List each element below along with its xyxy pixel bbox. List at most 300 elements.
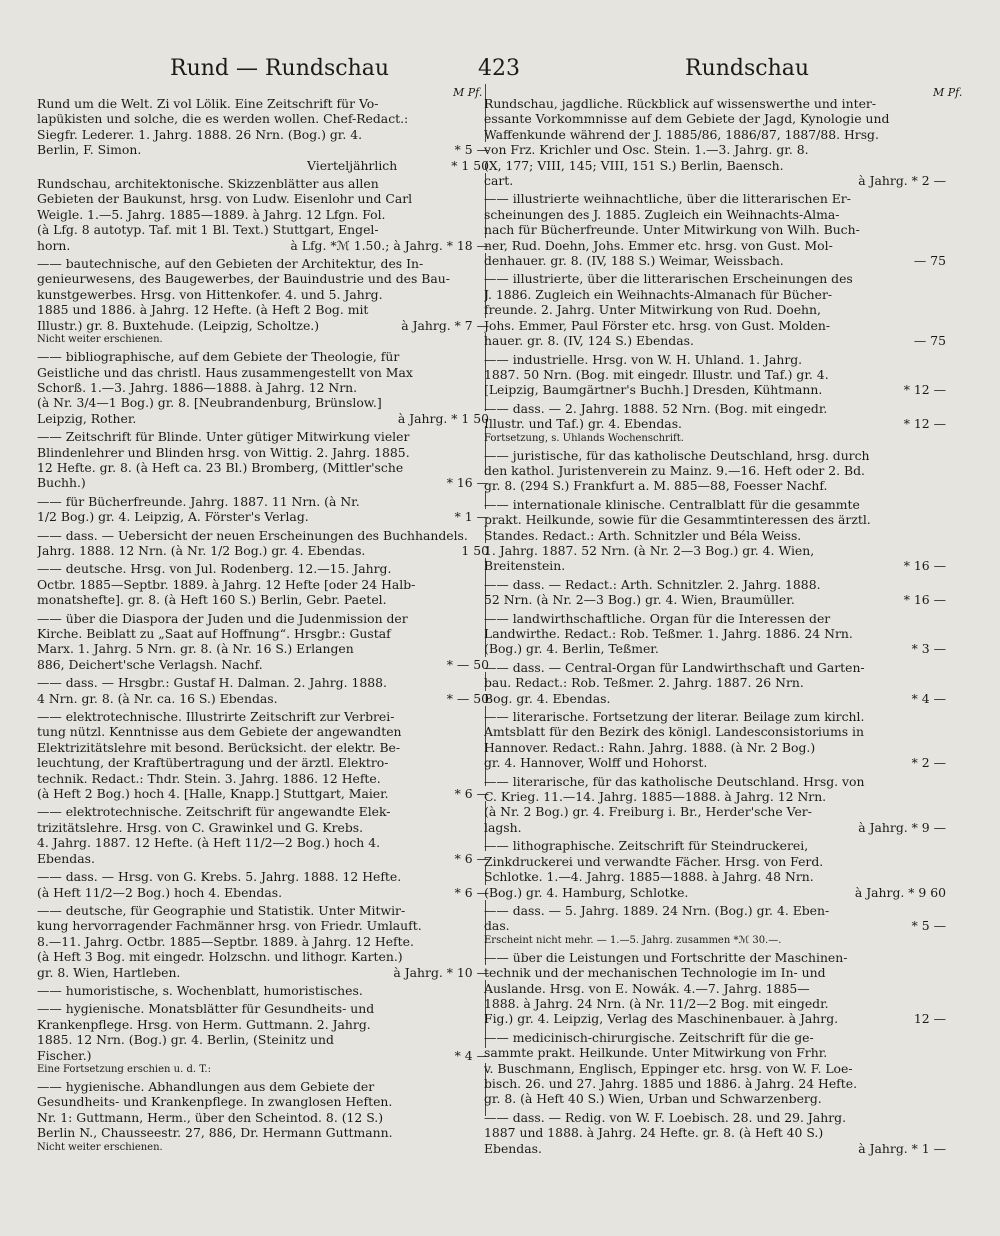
entry-text: 1887. 50 Nrn. (Bog. mit eingedr. Illustr. und Taf.) gr. 4.	[484, 366, 829, 382]
price: * 12 —	[900, 382, 946, 397]
entry-line	[37, 176, 489, 191]
entry-text: Rundschau, architektonische. Skizzenblätter aus allen	[37, 176, 379, 192]
entry-text: —— illustrierte weihnachtliche, über die litterarischen Er-	[484, 191, 851, 207]
entry-line	[37, 804, 489, 819]
entry-text: —— dass. — Redact.: Arth. Schnitzler. 2. Jahrg. 1888.	[484, 576, 821, 592]
entry-line	[484, 528, 946, 543]
catalog-entry	[37, 1079, 489, 1154]
entry-line	[484, 253, 946, 268]
entry-line	[37, 158, 489, 173]
entry-text: Berlin N., Chausseestr. 27, 886, Dr. Hermann Guttmann.	[37, 1125, 393, 1141]
entry-text: von Frz. Krichler und Osc. Stein. 1.—3. Jahrg. gr. 8.	[484, 142, 809, 158]
entry-text: Vierteljährlich	[307, 157, 398, 173]
catalog-entry	[37, 349, 489, 426]
entry-line	[484, 820, 946, 835]
catalog-entry	[484, 497, 946, 574]
entry-text: Schorß. 1.—3. Jahrg. 1886—1888. à Jahrg. 12 Nrn.	[37, 379, 358, 395]
entry-text: —— literarische, für das katholische Deutschland. Hrsg. von	[484, 773, 865, 789]
entry-line	[484, 691, 946, 706]
entry-text: (Bog.) gr. 4. Hamburg, Schlotke.	[484, 884, 689, 900]
entry-line	[37, 691, 489, 706]
price: * 6 —	[451, 786, 489, 801]
entry-text: lapükisten und solche, die es werden wollen. Chef-Redact.:	[37, 111, 409, 127]
price: * 4 —	[908, 691, 946, 706]
entry-line	[37, 207, 489, 222]
entry-line	[484, 558, 946, 573]
entry-text: Rund um die Welt. Zi vol Lölik. Eine Zeitschrift für Vo-	[37, 96, 379, 111]
price: * 6 —	[451, 851, 489, 866]
entry-text: —— industrielle. Hrsg. von W. H. Uhland. 1. Jahrg.	[484, 351, 803, 367]
entry-text: denhauer. gr. 8. (IV, 188 S.) Weimar, Weissbach.	[484, 253, 784, 269]
entry-text: —— hygienische. Abhandlungen aus dem Gebiete der	[37, 1078, 375, 1094]
running-head-right: Rundschau	[685, 56, 810, 81]
entry-text: Kirche. Beiblatt zu „Saat auf Hoffnung“. Hrsgbr.: Gustaf	[37, 626, 391, 641]
entry-line	[37, 657, 489, 672]
entry-line	[37, 238, 489, 253]
entry-line	[37, 983, 489, 998]
entry-line	[484, 333, 946, 348]
entry-text: gr. 8. (à Heft 40 S.) Wien, Urban und Schwarzenberg.	[484, 1091, 822, 1107]
entry-line	[484, 318, 946, 333]
entry-text: technik und der mechanischen Technologie im In- und	[484, 965, 826, 981]
entry-line	[484, 367, 946, 382]
catalog-entry	[37, 1001, 489, 1076]
entry-line	[484, 1061, 946, 1076]
entry-line	[37, 96, 489, 111]
entry-line	[484, 543, 946, 558]
price: * 16 —	[900, 558, 946, 573]
entry-line	[37, 460, 489, 475]
entry-line	[37, 222, 489, 237]
entry-text: v. Buschmann, Englisch, Eppinger etc. hrsg. von W. F. Loe-	[484, 1060, 853, 1076]
entry-text: cart.	[484, 173, 514, 189]
entry-text: leuchtung, der Kraftübertragung und der ärztl. Elektro-	[37, 755, 389, 771]
catalog-entry	[484, 709, 946, 771]
price: — 75	[910, 253, 946, 268]
entry-line	[37, 851, 489, 866]
entry-text: Breitenstein.	[484, 558, 566, 574]
entry-text: [Leipzig, Baumgärtner's Buchh.] Dresden, Kühtmann.	[484, 382, 823, 398]
entry-text: 1887 und 1888. à Jahrg. 24 Hefte. gr. 8. (à Heft 40 S.)	[484, 1125, 824, 1141]
price: — 75	[910, 333, 946, 348]
entry-line	[37, 445, 489, 460]
entry-line	[37, 835, 489, 850]
entry-text: trizitätslehre. Hrsg. von C. Grawinkel und G. Krebs.	[37, 819, 364, 835]
entry-line	[484, 1091, 946, 1106]
entry-note	[37, 1063, 489, 1076]
entry-line	[484, 740, 946, 755]
entry-text: 1885. 12 Nrn. (Bog.) gr. 4. Berlin, (Steinitz und	[37, 1032, 334, 1048]
entry-text: (à Heft 3 Bog. mit eingedr. Holzschn. und lithogr. Karten.)	[37, 949, 403, 965]
entry-text: C. Krieg. 11.—14. Jahrg. 1885—1888. à Jahrg. 12 Nrn.	[484, 789, 827, 805]
entry-line	[37, 475, 489, 490]
catalog-entry	[484, 774, 946, 836]
entry-text: —— hygienische. Monatsblätter für Gesundheits- und	[37, 1001, 375, 1017]
entry-line	[37, 142, 489, 157]
entry-text: Nicht weiter erschienen.	[37, 334, 163, 346]
entry-text: Johs. Emmer, Paul Förster etc. hrsg. von Gust. Molden-	[484, 317, 831, 333]
price: * 1 50	[447, 158, 489, 173]
entry-text: —— deutsche, für Geographie und Statistik. Unter Mitwir-	[37, 902, 406, 918]
entry-line	[484, 222, 946, 237]
entry-text: scheinungen des J. 1885. Zugleich ein Weihnachts-Alma-	[484, 206, 840, 222]
entry-line	[37, 626, 489, 641]
entry-text: 1885 und 1886. à Jahrg. 12 Hefte. (à Heft 2 Bog. mit	[37, 302, 369, 318]
entry-text: 886, Deichert'sche Verlagsh. Nachf.	[37, 656, 263, 672]
entry-text: Waffenkunde während der J. 1885/86, 1886/87, 1887/88. Hrsg.	[484, 126, 879, 142]
price: à Lfg. *ℳ 1.50.; à Jahrg. * 18 —	[286, 238, 489, 253]
entry-text: Illustr.) gr. 8. Buxtehude. (Leipzig, Scholtze.)	[37, 317, 320, 333]
entry-line	[484, 918, 946, 933]
entry-text: Berlin, F. Simon.	[37, 142, 142, 158]
entry-text: 1888. à Jahrg. 24 Nrn. (à Nr. 11/2—2 Bog. mit eingedr.	[484, 995, 829, 1011]
entry-line	[37, 934, 489, 949]
entry-text: Fortsetzung, s. Uhlands Wochenschrift.	[484, 432, 684, 444]
entry-line	[484, 996, 946, 1011]
entry-text: —— dass. — Central-Organ für Landwirthschaft und Garten-	[484, 659, 865, 675]
entry-line	[484, 173, 946, 188]
entry-text: Ebendas.	[37, 850, 95, 866]
entry-text: Schlotke. 1.—4. Jahrg. 1885—1888. à Jahrg. 48 Nrn.	[484, 869, 814, 885]
entry-text: Standes. Redact.: Arth. Schnitzler und Béla Weiss.	[484, 527, 802, 543]
entry-line	[484, 577, 946, 592]
entry-line	[484, 382, 946, 397]
entry-line	[37, 318, 489, 333]
entry-text: monatshefte]. gr. 8. (à Heft 160 S.) Berlin, Gebr. Paetel.	[37, 592, 387, 608]
entry-text: Bog. gr. 4. Ebendas.	[484, 690, 611, 706]
entry-line	[484, 158, 946, 173]
entry-text: (à Lfg. 8 autotyp. Taf. mit 1 Bl. Text.) Stuttgart, Engel-	[37, 222, 379, 238]
entry-line	[484, 238, 946, 253]
entry-text: Eine Fortsetzung erschien u. d. T.:	[37, 1063, 211, 1075]
entry-line	[37, 528, 489, 543]
entry-text: lagsh.	[484, 819, 522, 835]
entry-line	[484, 207, 946, 222]
entry-line	[37, 641, 489, 656]
catalog-entry	[37, 528, 489, 559]
entry-line	[37, 965, 489, 980]
entry-line	[37, 740, 489, 755]
entry-line	[484, 854, 946, 869]
entry-text: —— über die Diaspora der Juden und die Judenmission der	[37, 610, 408, 626]
catalog-entry	[37, 96, 489, 173]
entry-line	[484, 497, 946, 512]
entry-text: —— deutsche. Hrsg. von Jul. Rodenberg. 12.—15. Jahrg.	[37, 561, 392, 577]
price-header-right: M Pf.	[933, 86, 963, 99]
price: à Jahrg. * 1 50	[394, 411, 489, 426]
entry-line	[484, 626, 946, 641]
entry-line	[37, 302, 489, 317]
entry-line	[484, 1125, 946, 1140]
price: * 16 —	[443, 475, 489, 490]
entry-text: freunde. 2. Jahrg. Unter Mitwirkung von Rud. Doehn,	[484, 302, 821, 318]
running-head-left: Rund — Rundschau	[170, 56, 390, 81]
entry-line	[484, 592, 946, 607]
entry-line	[37, 592, 489, 607]
entry-text: Leipzig, Rother.	[37, 410, 137, 426]
catalog-entry	[37, 561, 489, 607]
entry-line	[484, 191, 946, 206]
entry-text: ner, Rud. Doehn, Johs. Emmer etc. hrsg. von Gust. Mol-	[484, 237, 833, 253]
entry-line	[484, 804, 946, 819]
entry-line	[37, 543, 489, 558]
price: 12 —	[910, 1011, 946, 1026]
entry-line	[37, 949, 489, 964]
entry-line	[37, 561, 489, 576]
entry-text: —— dass. — Redig. von W. F. Loebisch. 28. und 29. Jahrg.	[484, 1109, 847, 1125]
catalog-entry	[37, 903, 489, 980]
entry-text: Krankenpflege. Hrsg. von Herm. Guttmann. 2. Jahrg.	[37, 1016, 371, 1032]
entry-line	[37, 820, 489, 835]
entry-text: genieurwesens, des Baugewerbes, der Bauindustrie und des Bau-	[37, 271, 450, 287]
entry-line	[37, 885, 489, 900]
entry-text: technik. Redact.: Thdr. Stein. 3. Jahrg. 1886. 12 Hefte.	[37, 770, 381, 786]
entry-text: sammte prakt. Heilkunde. Unter Mitwirkung von Frhr.	[484, 1045, 828, 1061]
entry-line	[484, 611, 946, 626]
entry-text: —— bautechnische, auf den Gebieten der Architektur, des In-	[37, 256, 424, 272]
price: 1 50	[457, 543, 489, 558]
entry-line	[484, 478, 946, 493]
entry-line	[37, 869, 489, 884]
entry-line	[484, 463, 946, 478]
price: * 6 —	[451, 885, 489, 900]
entry-line	[484, 271, 946, 286]
entry-text: den kathol. Juristenverein zu Mainz. 9.—16. Heft oder 2. Bd.	[484, 462, 865, 478]
entry-line	[37, 111, 489, 126]
entry-line	[484, 755, 946, 770]
entry-line	[484, 111, 946, 126]
entry-line	[484, 302, 946, 317]
entry-line	[37, 709, 489, 724]
price: * 12 —	[900, 416, 946, 431]
price: à Jahrg. * 10 —	[389, 965, 489, 980]
right-column	[484, 96, 946, 1159]
entry-line	[37, 287, 489, 302]
entry-text: tung nützl. Kenntnisse aus dem Gebiete der angewandten	[37, 724, 402, 740]
entry-text: hauer. gr. 8. (IV, 124 S.) Ebendas.	[484, 333, 694, 349]
price: à Jahrg. * 1 —	[854, 1141, 946, 1156]
catalog-entry	[484, 1030, 946, 1107]
entry-text: Marx. 1. Jahrg. 5 Nrn. gr. 8. (à Nr. 16 S.) Erlangen	[37, 641, 354, 657]
entry-text: Amtsblatt für den Bezirk des königl. Landesconsistoriums in	[484, 724, 864, 740]
entry-line	[37, 1079, 489, 1094]
entry-text: Gesundheits- und Krankenpflege. In zwanglosen Heften.	[37, 1094, 393, 1110]
entry-line	[37, 1125, 489, 1140]
entry-text: gr. 8. Wien, Hartleben.	[37, 964, 181, 980]
entry-text: (à Nr. 3/4—1 Bog.) gr. 8. [Neubrandenburg, Brünslow.]	[37, 395, 382, 411]
entry-line	[37, 755, 489, 770]
entry-text: —— dass. — Hrsg. von G. Krebs. 5. Jahrg. 1888. 12 Hefte.	[37, 869, 402, 885]
entry-line	[484, 641, 946, 656]
price: à Jahrg. * 9 60	[851, 885, 946, 900]
entry-text: horn.	[37, 237, 71, 253]
entry-note	[484, 934, 946, 947]
entry-text: —— humoristische, s. Wochenblatt, humoristisches.	[37, 982, 363, 998]
entry-text: Buchh.)	[37, 475, 86, 491]
entry-text: —— internationale klinische. Centralblatt für die gesammte	[484, 496, 860, 512]
entry-line	[484, 789, 946, 804]
entry-line	[484, 950, 946, 965]
price: * 5 —	[908, 918, 946, 933]
entry-text: —— dass. — Uebersicht der neuen Erscheinungen des Buchhandels.	[37, 527, 468, 543]
entry-line	[37, 395, 489, 410]
catalog-entry	[37, 709, 489, 801]
entry-line	[37, 1110, 489, 1125]
entry-text: Landwirthe. Redact.: Rob. Teßmer. 1. Jahrg. 1886. 24 Nrn.	[484, 626, 853, 641]
entry-text: kunstgewerbes. Hrsg. von Hittenkofer. 4. und 5. Jahrg.	[37, 286, 383, 302]
entry-line	[484, 1045, 946, 1060]
entry-line	[484, 416, 946, 431]
entry-line	[484, 724, 946, 739]
entry-text: —— dass. — 5. Jahrg. 1889. 24 Nrn. (Bog.) gr. 4. Eben-	[484, 902, 830, 918]
entry-text: Elektrizitätslehre mit besond. Berücksicht. der elektr. Be-	[37, 739, 401, 755]
entry-text: (à Nr. 2 Bog.) gr. 4. Freiburg i. Br., Herder'sche Ver-	[484, 804, 812, 820]
entry-line	[484, 869, 946, 884]
catalog-entry	[484, 352, 946, 398]
entry-text: —— literarische. Fortsetzung der literar. Beilage zum kirchl.	[484, 709, 865, 725]
entry-text: (X, 177; VIII, 145; VIII, 151 S.) Berlin, Baensch.	[484, 157, 784, 173]
entry-note	[37, 333, 489, 346]
entry-note	[37, 1141, 489, 1154]
catalog-entry	[37, 804, 489, 866]
price: à Jahrg. * 2 —	[854, 173, 946, 188]
entry-line	[484, 675, 946, 690]
price: * 3 —	[908, 641, 946, 656]
entry-text: Rundschau, jagdliche. Rückblick auf wissenswerthe und inter-	[484, 96, 877, 111]
entry-line	[484, 838, 946, 853]
entry-text: —— lithographische. Zeitschrift für Steindruckerei,	[484, 838, 809, 854]
page-number: 423	[478, 56, 520, 81]
entry-text: 4. Jahrg. 1887. 12 Hefte. (à Heft 11/2—2 Bog.) hoch 4.	[37, 835, 381, 851]
entry-text: —— für Bücherfreunde. Jahrg. 1887. 11 Nrn. (à Nr.	[37, 493, 360, 509]
entry-text: Illustr. und Taf.) gr. 4. Ebendas.	[484, 416, 682, 432]
entry-line	[37, 675, 489, 690]
price: à Jahrg. * 7 —	[397, 318, 489, 333]
entry-text: —— juristische, für das katholische Deutschland, hrsg. durch	[484, 447, 870, 463]
price: * 16 —	[900, 592, 946, 607]
catalog-entry	[484, 271, 946, 348]
entry-line	[484, 1030, 946, 1045]
entry-text: Nr. 1: Guttmann, Herm., über den Scheintod. 8. (12 S.)	[37, 1109, 384, 1125]
entry-line	[37, 127, 489, 142]
entry-line	[37, 1001, 489, 1016]
entry-line	[37, 256, 489, 271]
entry-text: Geistliche und das christl. Haus zusammengestellt von Max	[37, 364, 413, 380]
entry-text: 1. Jahrg. 1887. 52 Nrn. (à Nr. 2—3 Bog.) gr. 4. Wien,	[484, 542, 815, 558]
price-header-left: M Pf.	[453, 86, 483, 99]
catalog-entry	[484, 660, 946, 706]
entry-line	[484, 512, 946, 527]
entry-text: nach für Bücherfreunde. Unter Mitwirkung von Wilh. Buch-	[484, 222, 860, 238]
entry-line	[37, 509, 489, 524]
entry-line	[484, 981, 946, 996]
entry-text: Hannover. Redact.: Rahn. Jahrg. 1888. (à Nr. 2 Bog.)	[484, 739, 816, 755]
entry-line	[484, 903, 946, 918]
price: * — 50	[443, 691, 489, 706]
entry-line	[37, 349, 489, 364]
entry-text: —— elektrotechnische. Illustrirte Zeitschrift zur Verbrei-	[37, 709, 395, 725]
catalog-entry	[37, 869, 489, 900]
entry-line	[37, 429, 489, 444]
catalog-entry	[37, 611, 489, 673]
entry-line	[37, 771, 489, 786]
entry-text: —— bibliographische, auf dem Gebiete der Theologie, für	[37, 349, 400, 365]
entry-text: bisch. 26. und 27. Jahrg. 1885 und 1886. à Jahrg. 24 Hefte.	[484, 1075, 858, 1091]
price: * 4 —	[451, 1048, 489, 1063]
entry-text: Auslande. Hrsg. von E. Nowák. 4.—7. Jahrg. 1885—	[484, 980, 810, 996]
catalog-entry	[484, 577, 946, 608]
entry-line	[37, 724, 489, 739]
entry-line	[37, 1017, 489, 1032]
price: * 2 —	[908, 755, 946, 770]
entry-text: Fig.) gr. 4. Leipzig, Verlag des Maschinenbauer. à Jahrg.	[484, 1011, 839, 1027]
entry-line	[37, 918, 489, 933]
entry-text: 12 Hefte. gr. 8. (à Heft ca. 23 Bl.) Bromberg, (Mittler'sche	[37, 459, 404, 475]
entry-line	[37, 577, 489, 592]
entry-text: Jahrg. 1888. 12 Nrn. (à Nr. 1/2 Bog.) gr. 4. Ebendas.	[37, 542, 366, 558]
entry-line	[37, 271, 489, 286]
entry-line	[484, 1110, 946, 1125]
entry-text: —— medicinisch-chirurgische. Zeitschrift für die ge-	[484, 1029, 814, 1045]
catalog-entry	[484, 401, 946, 445]
entry-line	[37, 380, 489, 395]
entry-line	[484, 965, 946, 980]
entry-line	[484, 1011, 946, 1026]
catalog-entry	[37, 256, 489, 346]
entry-line	[484, 352, 946, 367]
price: à Jahrg. * 9 —	[854, 820, 946, 835]
entry-text: Zinkdruckerei und verwandte Fächer. Hrsg. von Ferd.	[484, 853, 824, 869]
entry-text: (à Heft 2 Bog.) hoch 4. [Halle, Knapp.] Stuttgart, Maier.	[37, 786, 389, 802]
entry-text: Blindenlehrer und Blinden hrsg. von Wittig. 2. Jahrg. 1885.	[37, 444, 410, 460]
entry-line	[484, 1141, 946, 1156]
entry-line	[484, 142, 946, 157]
entry-text: prakt. Heilkunde, sowie für die Gesammtinteressen des ärztl.	[484, 512, 871, 528]
entry-line	[484, 1076, 946, 1091]
entry-text: 1/2 Bog.) gr. 4. Leipzig, A. Förster's Verlag.	[37, 509, 309, 525]
entry-text: Erscheint nicht mehr. — 1.—5. Jahrg. zusammen *ℳ 30.—.	[484, 934, 782, 946]
catalog-entry	[484, 838, 946, 900]
catalog-entry	[37, 675, 489, 706]
price: * 1 —	[451, 509, 489, 524]
entry-line	[37, 786, 489, 801]
price: * — 50	[443, 657, 489, 672]
entry-text: gr. 4. Hannover, Wolff und Hohorst.	[484, 755, 708, 771]
entry-text: —— dass. — Hrsgbr.: Gustaf H. Dalman. 2. Jahrg. 1888.	[37, 675, 387, 691]
entry-line	[484, 448, 946, 463]
entry-line	[37, 411, 489, 426]
catalog-entry	[37, 983, 489, 998]
entry-line	[37, 191, 489, 206]
entry-line	[37, 1094, 489, 1109]
entry-line	[484, 127, 946, 142]
entry-text: Siegfr. Lederer. 1. Jahrg. 1888. 26 Nrn. (Bog.) gr. 4.	[37, 126, 363, 142]
entry-text: 4 Nrn. gr. 8. (à Nr. ca. 16 S.) Ebendas.	[37, 690, 278, 706]
catalog-entry	[484, 191, 946, 268]
entry-text: (à Heft 11/2—2 Bog.) hoch 4. Ebendas.	[37, 884, 283, 900]
entry-text: Nicht weiter erschienen.	[37, 1141, 163, 1153]
entry-text: —— elektrotechnische. Zeitschrift für angewandte Elek-	[37, 804, 391, 820]
entry-line	[484, 401, 946, 416]
entry-text: Octbr. 1885—Septbr. 1889. à Jahrg. 12 Hefte [oder 24 Halb-	[37, 576, 416, 592]
entry-line	[484, 287, 946, 302]
catalog-entry	[484, 611, 946, 657]
entry-text: bau. Redact.: Rob. Teßmer. 2. Jahrg. 1887. 26 Nrn.	[484, 675, 804, 691]
entry-text: das.	[484, 918, 510, 934]
entry-text: Fischer.)	[37, 1047, 92, 1063]
entry-line	[37, 1048, 489, 1063]
entry-text: essante Vorkommnisse auf dem Gebiete der Jagd, Kynologie und	[484, 111, 890, 127]
